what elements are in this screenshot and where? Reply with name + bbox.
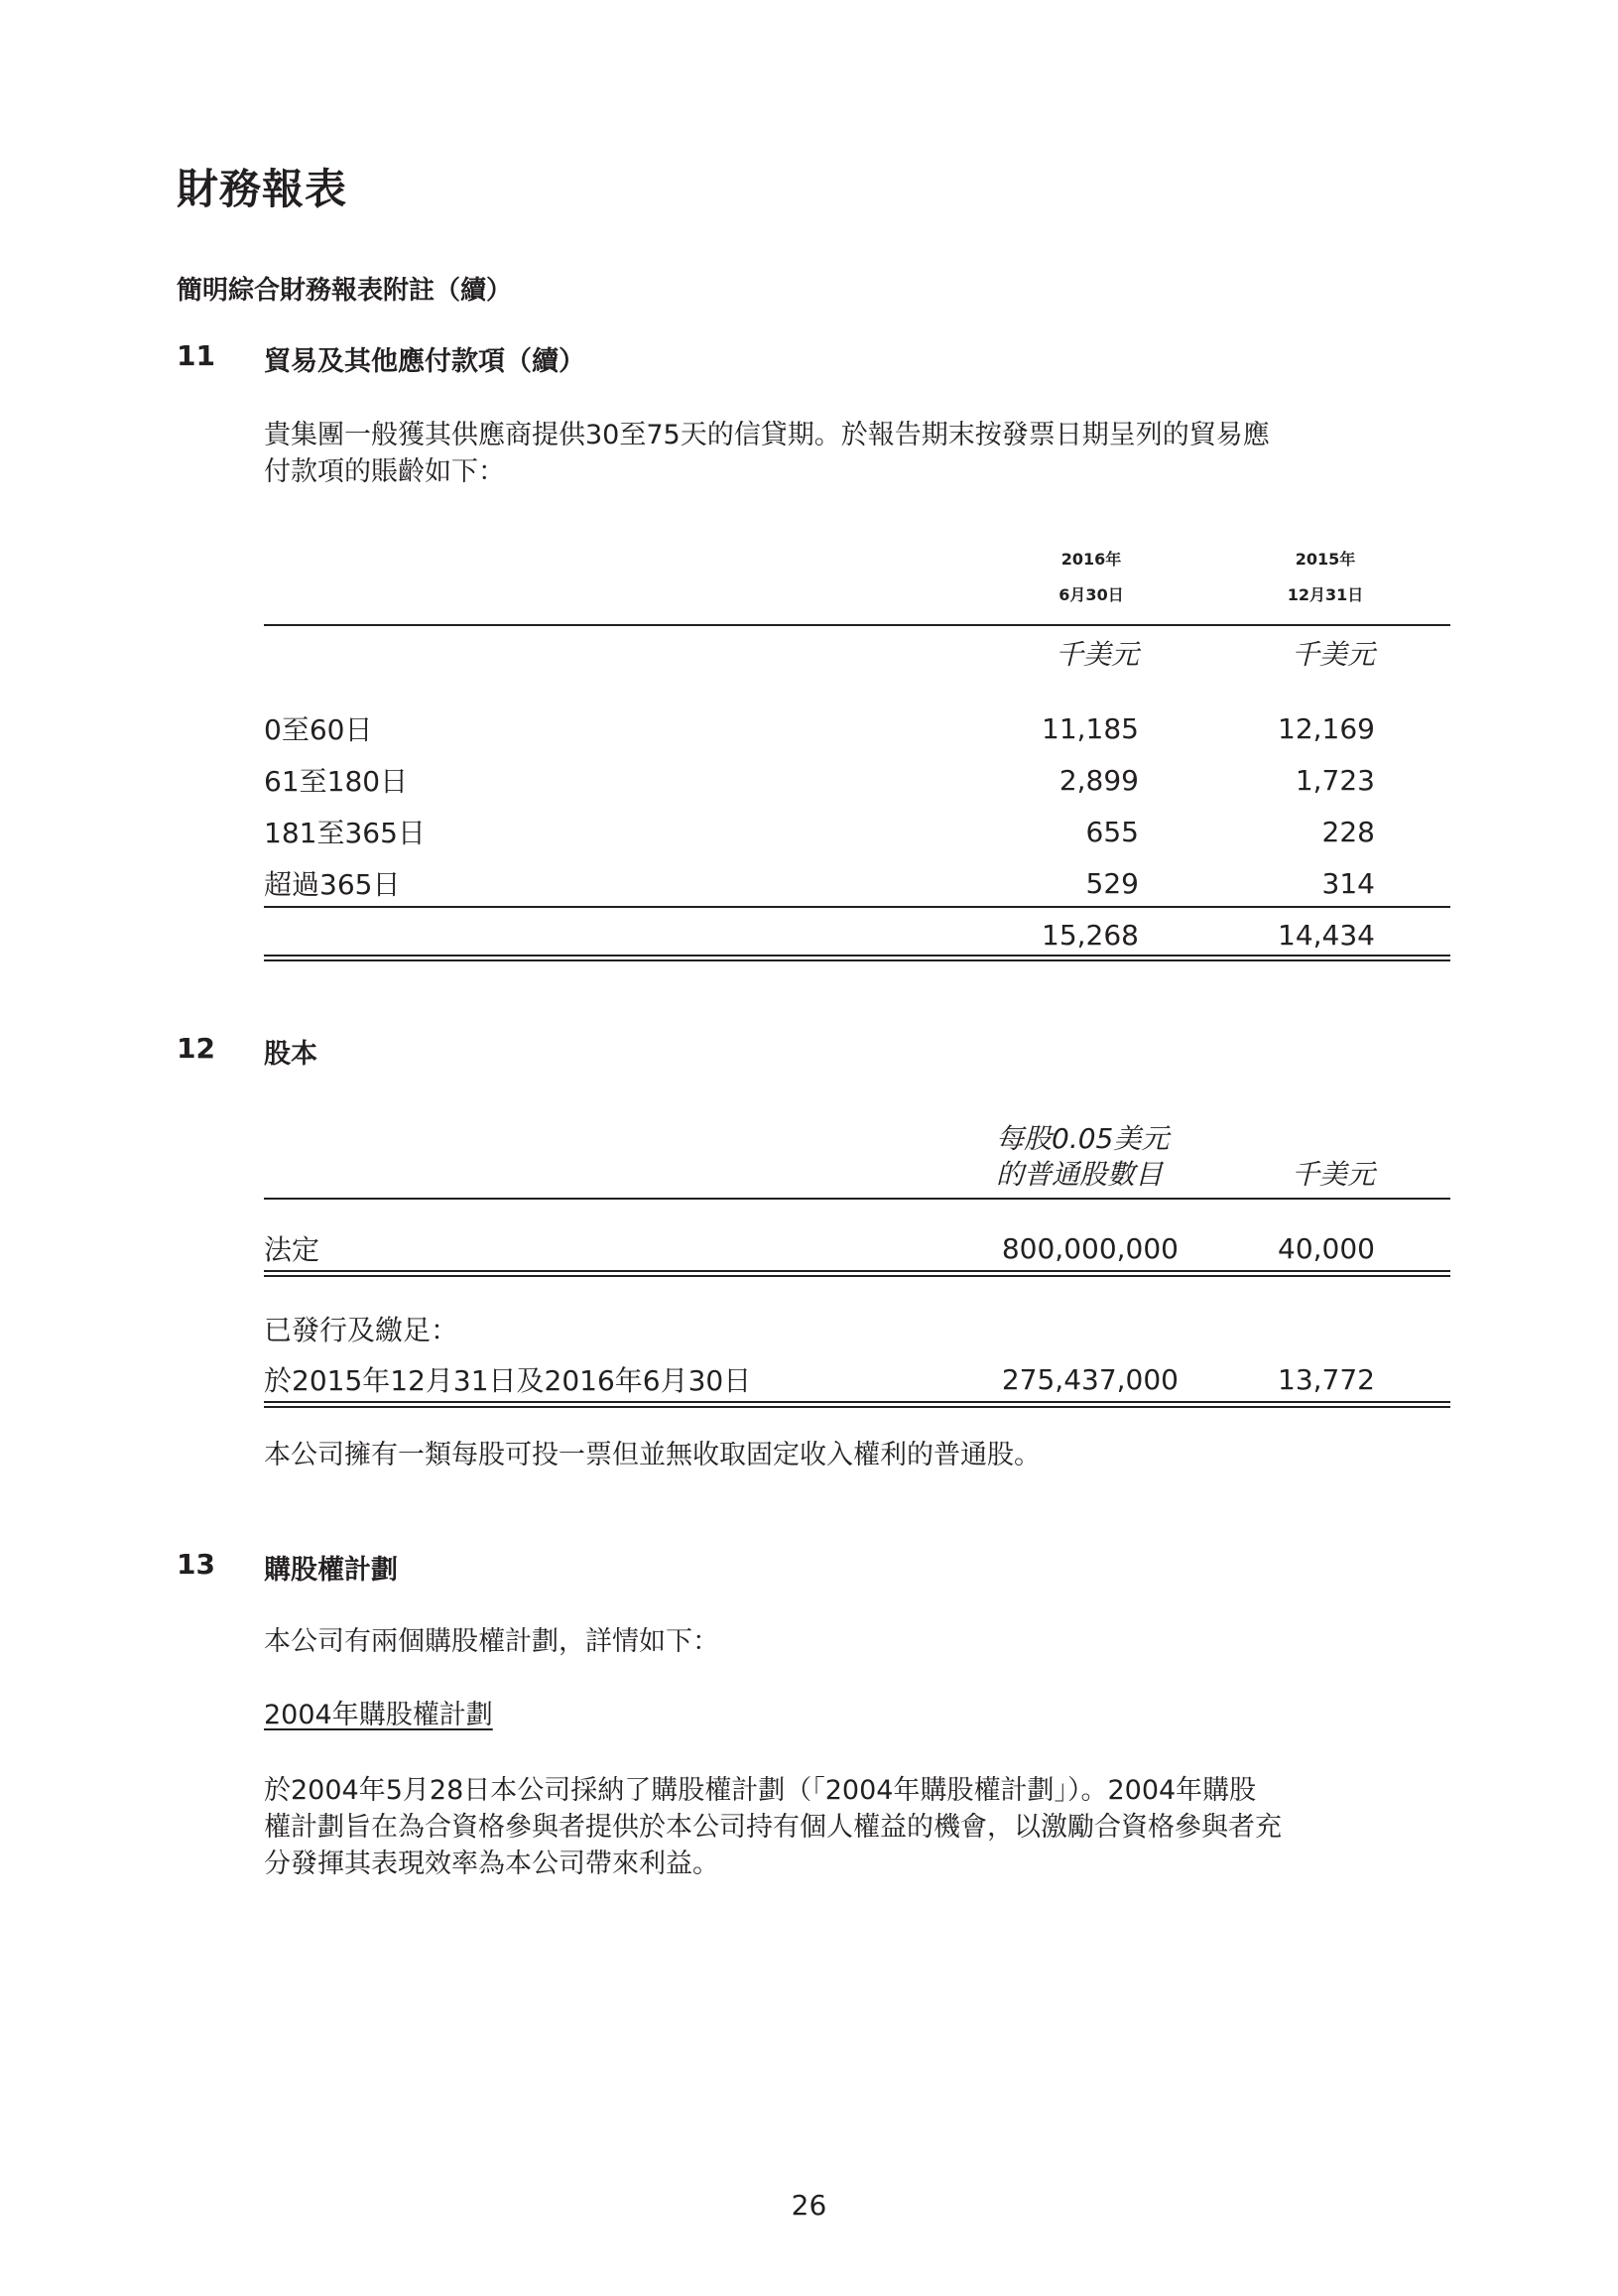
shares-column-header xyxy=(996,1121,1169,1193)
authorised-amount: 40,000 xyxy=(1278,1231,1375,1265)
section-12-title: 股本 xyxy=(264,1039,317,1070)
col-2015-unit: 千美元 xyxy=(1291,638,1375,671)
value-2016: 655 xyxy=(1085,815,1139,848)
col-2015-header-date: 12月31日 xyxy=(1287,585,1364,604)
value-2015: 228 xyxy=(1321,815,1375,848)
scheme-para-line-2: 權計劃旨在為合資格參與者提供於本公司持有個人權益的機會，以激勵合資格參與者充 xyxy=(264,1812,1282,1843)
col-2016-header xyxy=(992,542,1190,613)
page-title: 財務報表 xyxy=(177,165,348,213)
section-12-number: 12 xyxy=(177,1032,215,1065)
section-11-intro-line-2: 付款項的賬齡如下： xyxy=(264,456,505,487)
issued-shares: 275,437,000 xyxy=(1001,1362,1179,1396)
issued-heading: 已發行及繳足： xyxy=(264,1314,459,1346)
table-row xyxy=(264,1353,1375,1405)
scheme-para-line-1: 於2004年5月28日本公司採納了購股權計劃（「2004年購股權計劃」）。2004年購股 xyxy=(264,1775,1257,1806)
share-capital-issued-table xyxy=(264,1353,1375,1405)
authorised-shares: 800,000,000 xyxy=(1001,1231,1179,1265)
col-2016-header-year: 2016年 xyxy=(1060,550,1122,569)
table-12-header-rule xyxy=(264,1198,1450,1200)
row-label: 超過365日 xyxy=(264,868,401,901)
section-11-number: 11 xyxy=(177,339,215,372)
table-row xyxy=(264,754,1375,806)
section-13-number: 13 xyxy=(177,1548,215,1581)
page-number: 26 xyxy=(791,2189,827,2222)
table-row xyxy=(264,806,1375,857)
table-row xyxy=(264,857,1375,909)
table-11-subtotal-rule xyxy=(264,906,1450,908)
col-2015-header xyxy=(1226,542,1425,613)
share-capital-authorised-table xyxy=(264,1222,1375,1274)
authorised-label: 法定 xyxy=(264,1233,320,1266)
amount-column-header: 千美元 xyxy=(1291,1158,1375,1191)
total-2015: 14,434 xyxy=(1278,918,1375,952)
col-2016-header-date: 6月30日 xyxy=(1058,585,1124,604)
section-12-note: 本公司擁有一類每股可投一票但並無收取固定收入權利的普通股。 xyxy=(264,1440,1041,1470)
row-label: 61至180日 xyxy=(264,765,409,798)
shares-header-line-2: 的普通股數目 xyxy=(996,1158,1164,1191)
value-2015: 314 xyxy=(1321,866,1375,900)
value-2016: 11,185 xyxy=(1042,711,1139,745)
total-row xyxy=(264,909,1375,960)
col-2015-header-year: 2015年 xyxy=(1295,550,1356,569)
table-12-authorised-double-rule xyxy=(264,1270,1450,1277)
table-row xyxy=(264,1222,1375,1274)
issued-label: 於2015年12月31日及2016年6月30日 xyxy=(264,1364,752,1397)
row-label: 0至60日 xyxy=(264,713,373,746)
total-2016: 15,268 xyxy=(1042,918,1139,952)
aging-total-table xyxy=(264,909,1375,960)
row-label: 181至365日 xyxy=(264,817,426,849)
section-13-title: 購股權計劃 xyxy=(264,1555,398,1586)
value-2016: 529 xyxy=(1085,866,1139,900)
col-2016-unit: 千美元 xyxy=(1055,638,1139,671)
page-subtitle: 簡明綜合財務報表附註（續） xyxy=(177,276,513,306)
table-12-issued-double-rule xyxy=(264,1401,1450,1408)
value-2015: 1,723 xyxy=(1295,763,1375,797)
shares-header-line-1: 每股0.05美元 xyxy=(996,1122,1170,1155)
scheme-heading: 2004年購股權計劃 xyxy=(264,1700,493,1730)
table-11-header-rule xyxy=(264,624,1450,626)
section-13-intro: 本公司有兩個購股權計劃，詳情如下： xyxy=(264,1626,719,1657)
issued-amount: 13,772 xyxy=(1278,1362,1375,1396)
section-11-title: 貿易及其他應付款項（續） xyxy=(264,346,585,377)
scheme-para-line-3: 分發揮其表現效率為本公司帶來利益。 xyxy=(264,1849,719,1879)
value-2015: 12,169 xyxy=(1278,711,1375,745)
section-11-intro-line-1: 貴集團一般獲其供應商提供30至75天的信貸期。於報告期末按發票日期呈列的貿易應 xyxy=(264,420,1270,450)
table-11-total-double-rule xyxy=(264,955,1450,961)
table-row xyxy=(264,702,1375,754)
value-2016: 2,899 xyxy=(1058,763,1139,797)
aging-table xyxy=(264,702,1375,909)
